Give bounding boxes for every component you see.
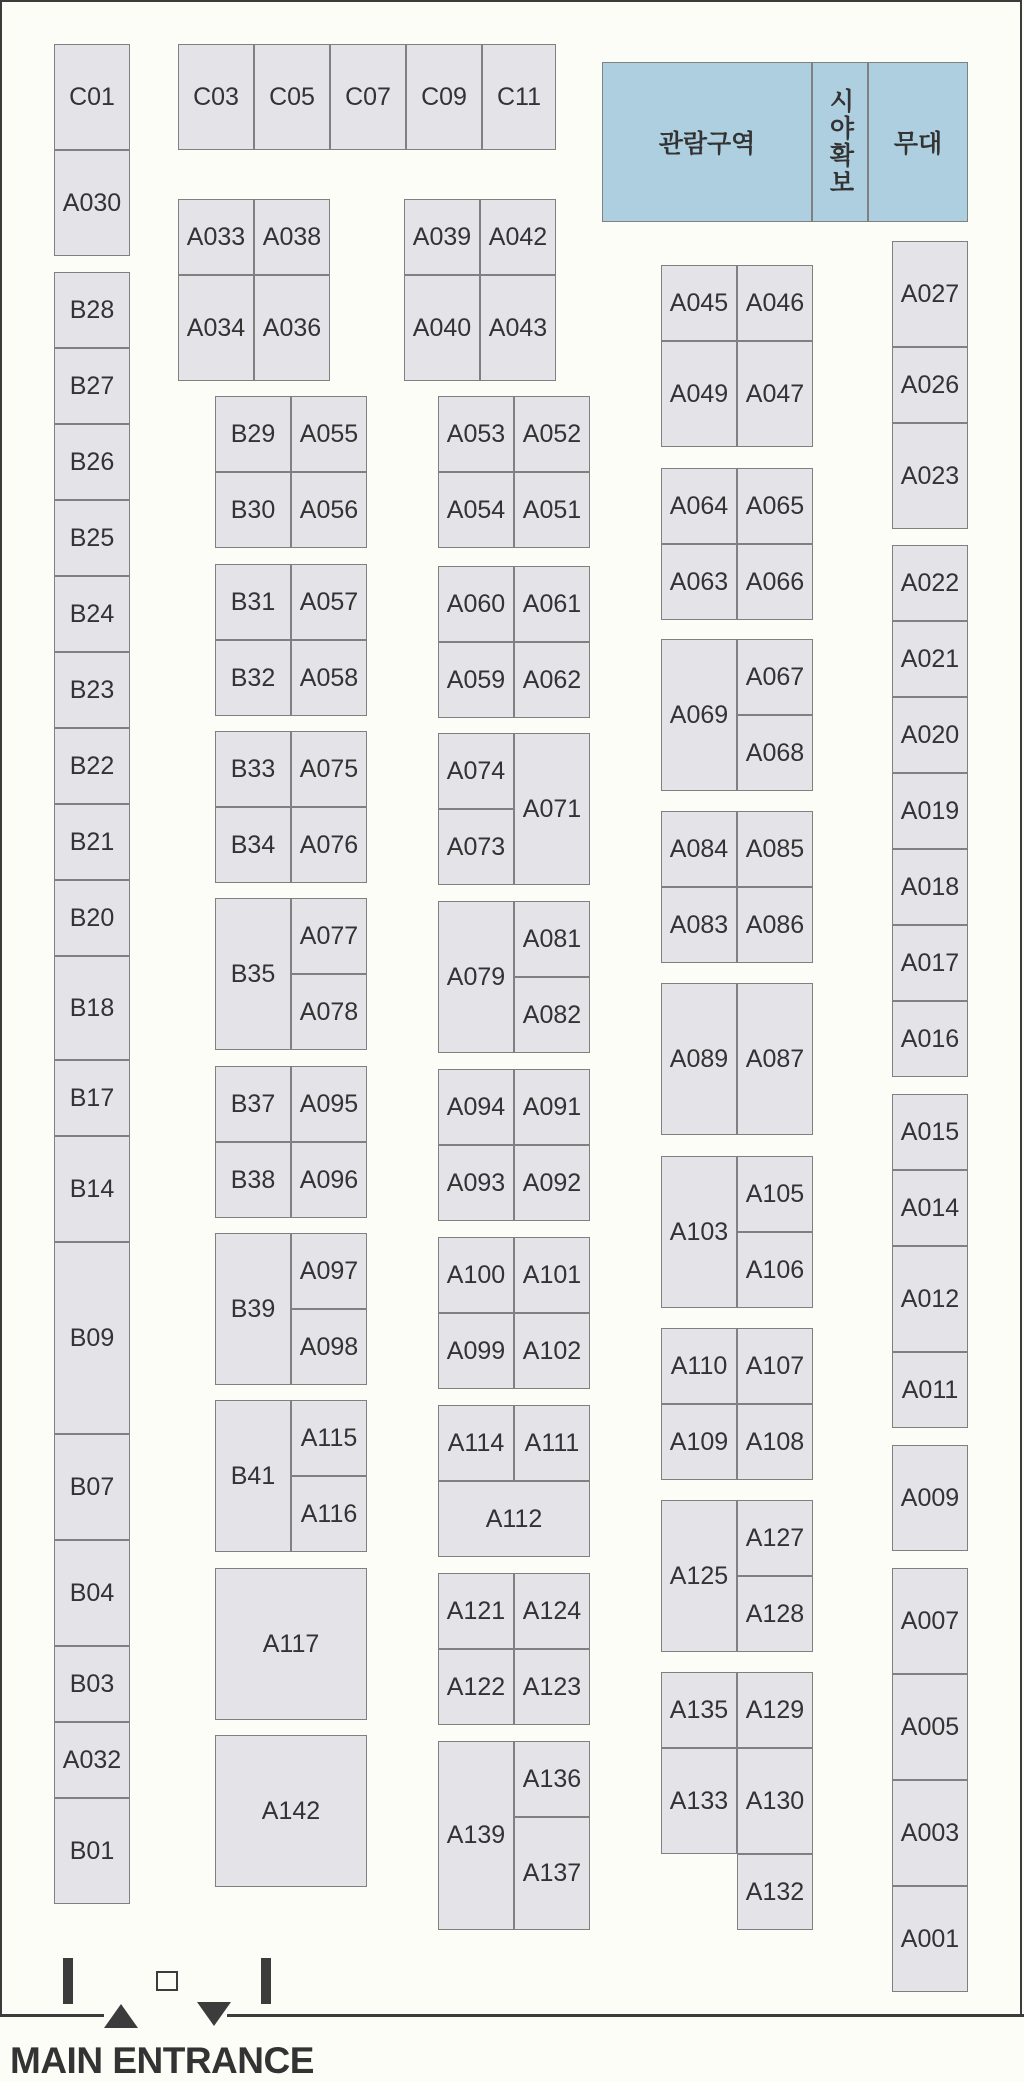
booth-c03[interactable]: C03 xyxy=(178,44,254,150)
stage-area: 무대 xyxy=(868,62,968,222)
booth-a040[interactable]: A040 xyxy=(404,275,480,381)
booth-a073[interactable]: A073 xyxy=(438,809,514,885)
booth-a125[interactable]: A125 xyxy=(661,1500,737,1652)
booth-a065[interactable]: A065 xyxy=(737,468,813,544)
booth-a011[interactable]: A011 xyxy=(892,1352,968,1428)
booth-a036[interactable]: A036 xyxy=(254,275,330,381)
booth-a063[interactable]: A063 xyxy=(661,544,737,620)
booth-c11[interactable]: C11 xyxy=(482,44,556,150)
booth-a055[interactable]: A055 xyxy=(291,396,367,472)
booth-a014[interactable]: A014 xyxy=(892,1170,968,1246)
info-desk-icon xyxy=(156,1971,178,1991)
booth-a066[interactable]: A066 xyxy=(737,544,813,620)
entrance-wall-left xyxy=(0,2014,104,2017)
booth-a053[interactable]: A053 xyxy=(438,396,514,472)
booth-a136[interactable]: A136 xyxy=(514,1741,590,1817)
booth-a102[interactable]: A102 xyxy=(514,1313,590,1389)
booth-c01[interactable]: C01 xyxy=(54,44,130,150)
booth-a005[interactable]: A005 xyxy=(892,1674,968,1780)
booth-a094[interactable]: A094 xyxy=(438,1069,514,1145)
booth-b35[interactable]: B35 xyxy=(215,898,291,1050)
booth-a021[interactable]: A021 xyxy=(892,621,968,697)
entrance-door-right xyxy=(261,1958,271,2004)
booth-a087[interactable]: A087 xyxy=(737,983,813,1135)
booth-a096[interactable]: A096 xyxy=(291,1142,367,1218)
booth-b23[interactable]: B23 xyxy=(54,652,130,728)
booth-a012[interactable]: A012 xyxy=(892,1246,968,1352)
booth-a046[interactable]: A046 xyxy=(737,265,813,341)
booth-a015[interactable]: A015 xyxy=(892,1094,968,1170)
booth-a099[interactable]: A099 xyxy=(438,1313,514,1389)
booth-a106[interactable]: A106 xyxy=(737,1232,813,1308)
booth-b38[interactable]: B38 xyxy=(215,1142,291,1218)
booth-a086[interactable]: A086 xyxy=(737,887,813,963)
booth-a069[interactable]: A069 xyxy=(661,639,737,791)
booth-b22[interactable]: B22 xyxy=(54,728,130,804)
booth-a049[interactable]: A049 xyxy=(661,341,737,447)
booth-a128[interactable]: A128 xyxy=(737,1576,813,1652)
entrance-wall-right xyxy=(227,2014,1024,2017)
booth-a093[interactable]: A093 xyxy=(438,1145,514,1221)
entry-arrow-icon xyxy=(104,2004,138,2028)
booth-a045[interactable]: A045 xyxy=(661,265,737,341)
booth-a105[interactable]: A105 xyxy=(737,1156,813,1232)
booth-a009[interactable]: A009 xyxy=(892,1445,968,1551)
booth-a101[interactable]: A101 xyxy=(514,1237,590,1313)
booth-a052[interactable]: A052 xyxy=(514,396,590,472)
booth-a016[interactable]: A016 xyxy=(892,1001,968,1077)
booth-a089[interactable]: A089 xyxy=(661,983,737,1135)
booth-a051[interactable]: A051 xyxy=(514,472,590,548)
booth-a060[interactable]: A060 xyxy=(438,566,514,642)
booth-b30[interactable]: B30 xyxy=(215,472,291,548)
booth-a064[interactable]: A064 xyxy=(661,468,737,544)
booth-a061[interactable]: A061 xyxy=(514,566,590,642)
booth-a123[interactable]: A123 xyxy=(514,1649,590,1725)
booth-a107[interactable]: A107 xyxy=(737,1328,813,1404)
booth-a117[interactable]: A117 xyxy=(215,1568,367,1720)
booth-a076[interactable]: A076 xyxy=(291,807,367,883)
booth-b24[interactable]: B24 xyxy=(54,576,130,652)
booth-a137[interactable]: A137 xyxy=(514,1817,590,1930)
sightline-area: 시야확보 xyxy=(812,62,868,222)
booth-a116[interactable]: A116 xyxy=(291,1476,367,1552)
booth-a007[interactable]: A007 xyxy=(892,1568,968,1674)
booth-a078[interactable]: A078 xyxy=(291,974,367,1050)
booth-a042[interactable]: A042 xyxy=(480,199,556,275)
booth-a017[interactable]: A017 xyxy=(892,925,968,1001)
entrance-door-left xyxy=(63,1958,73,2004)
booth-c07[interactable]: C07 xyxy=(330,44,406,150)
booth-a074[interactable]: A074 xyxy=(438,733,514,809)
booth-a062[interactable]: A062 xyxy=(514,642,590,718)
booth-a124[interactable]: A124 xyxy=(514,1573,590,1649)
booth-a091[interactable]: A091 xyxy=(514,1069,590,1145)
booth-a097[interactable]: A097 xyxy=(291,1233,367,1309)
booth-a068[interactable]: A068 xyxy=(737,715,813,791)
booth-a092[interactable]: A092 xyxy=(514,1145,590,1221)
booth-a019[interactable]: A019 xyxy=(892,773,968,849)
booth-a043[interactable]: A043 xyxy=(480,275,556,381)
booth-a038[interactable]: A038 xyxy=(254,199,330,275)
booth-a111[interactable]: A111 xyxy=(514,1405,590,1481)
booth-a127[interactable]: A127 xyxy=(737,1500,813,1576)
booth-b25[interactable]: B25 xyxy=(54,500,130,576)
booth-a077[interactable]: A077 xyxy=(291,898,367,974)
booth-a059[interactable]: A059 xyxy=(438,642,514,718)
booth-a085[interactable]: A085 xyxy=(737,811,813,887)
viewing-area: 관람구역 xyxy=(602,62,812,222)
booth-a108[interactable]: A108 xyxy=(737,1404,813,1480)
booth-a075[interactable]: A075 xyxy=(291,731,367,807)
booth-a114[interactable]: A114 xyxy=(438,1405,514,1481)
booth-a018[interactable]: A018 xyxy=(892,849,968,925)
booth-a082[interactable]: A082 xyxy=(514,977,590,1053)
booth-b01[interactable]: B01 xyxy=(54,1798,130,1904)
main-entrance-label: MAIN ENTRANCE xyxy=(10,2040,314,2081)
booth-a039[interactable]: A039 xyxy=(404,199,480,275)
booth-b33[interactable]: B33 xyxy=(215,731,291,807)
booth-a054[interactable]: A054 xyxy=(438,472,514,548)
booth-b14[interactable]: B14 xyxy=(54,1136,130,1242)
booth-c05[interactable]: C05 xyxy=(254,44,330,150)
booth-a100[interactable]: A100 xyxy=(438,1237,514,1313)
booth-a026[interactable]: A026 xyxy=(892,347,968,423)
booth-a115[interactable]: A115 xyxy=(291,1400,367,1476)
booth-a133[interactable]: A133 xyxy=(661,1748,737,1854)
booth-b04[interactable]: B04 xyxy=(54,1540,130,1646)
booth-c09[interactable]: C09 xyxy=(406,44,482,150)
booth-a020[interactable]: A020 xyxy=(892,697,968,773)
booth-a033[interactable]: A033 xyxy=(178,199,254,275)
booth-a110[interactable]: A110 xyxy=(661,1328,737,1404)
booth-a001[interactable]: A001 xyxy=(892,1886,968,1992)
booth-b32[interactable]: B32 xyxy=(215,640,291,716)
booth-b27[interactable]: B27 xyxy=(54,348,130,424)
booth-a081[interactable]: A081 xyxy=(514,901,590,977)
booth-a132[interactable]: A132 xyxy=(737,1854,813,1930)
booth-b29[interactable]: B29 xyxy=(215,396,291,472)
booth-b31[interactable]: B31 xyxy=(215,564,291,640)
booth-a135[interactable]: A135 xyxy=(661,1672,737,1748)
booth-a139[interactable]: A139 xyxy=(438,1741,514,1930)
booth-b03[interactable]: B03 xyxy=(54,1646,130,1722)
booth-a121[interactable]: A121 xyxy=(438,1573,514,1649)
booth-b37[interactable]: B37 xyxy=(215,1066,291,1142)
booth-b28[interactable]: B28 xyxy=(54,272,130,348)
booth-a129[interactable]: A129 xyxy=(737,1672,813,1748)
booth-a095[interactable]: A095 xyxy=(291,1066,367,1142)
booth-a056[interactable]: A056 xyxy=(291,472,367,548)
booth-b18[interactable]: B18 xyxy=(54,956,130,1060)
booth-a057[interactable]: A057 xyxy=(291,564,367,640)
exit-arrow-icon xyxy=(197,2002,231,2026)
booth-a084[interactable]: A084 xyxy=(661,811,737,887)
booth-a142[interactable]: A142 xyxy=(215,1735,367,1887)
booth-a109[interactable]: A109 xyxy=(661,1404,737,1480)
booth-b07[interactable]: B07 xyxy=(54,1434,130,1540)
booth-b21[interactable]: B21 xyxy=(54,804,130,880)
booth-a103[interactable]: A103 xyxy=(661,1156,737,1308)
booth-a112[interactable]: A112 xyxy=(438,1481,590,1557)
booth-a003[interactable]: A003 xyxy=(892,1780,968,1886)
booth-a083[interactable]: A083 xyxy=(661,887,737,963)
booth-b09[interactable]: B09 xyxy=(54,1242,130,1434)
booth-a058[interactable]: A058 xyxy=(291,640,367,716)
booth-a034[interactable]: A034 xyxy=(178,275,254,381)
booth-b20[interactable]: B20 xyxy=(54,880,130,956)
booth-a023[interactable]: A023 xyxy=(892,423,968,529)
booth-a122[interactable]: A122 xyxy=(438,1649,514,1725)
booth-a032[interactable]: A032 xyxy=(54,1722,130,1798)
booth-b26[interactable]: B26 xyxy=(54,424,130,500)
booth-a047[interactable]: A047 xyxy=(737,341,813,447)
booth-a079[interactable]: A079 xyxy=(438,901,514,1053)
booth-b34[interactable]: B34 xyxy=(215,807,291,883)
booth-b39[interactable]: B39 xyxy=(215,1233,291,1385)
booth-a027[interactable]: A027 xyxy=(892,241,968,347)
booth-a071[interactable]: A071 xyxy=(514,733,590,885)
booth-a022[interactable]: A022 xyxy=(892,545,968,621)
booth-a030[interactable]: A030 xyxy=(54,150,130,256)
booth-a098[interactable]: A098 xyxy=(291,1309,367,1385)
booth-a130[interactable]: A130 xyxy=(737,1748,813,1854)
booth-b41[interactable]: B41 xyxy=(215,1400,291,1552)
booth-b17[interactable]: B17 xyxy=(54,1060,130,1136)
booth-a067[interactable]: A067 xyxy=(737,639,813,715)
